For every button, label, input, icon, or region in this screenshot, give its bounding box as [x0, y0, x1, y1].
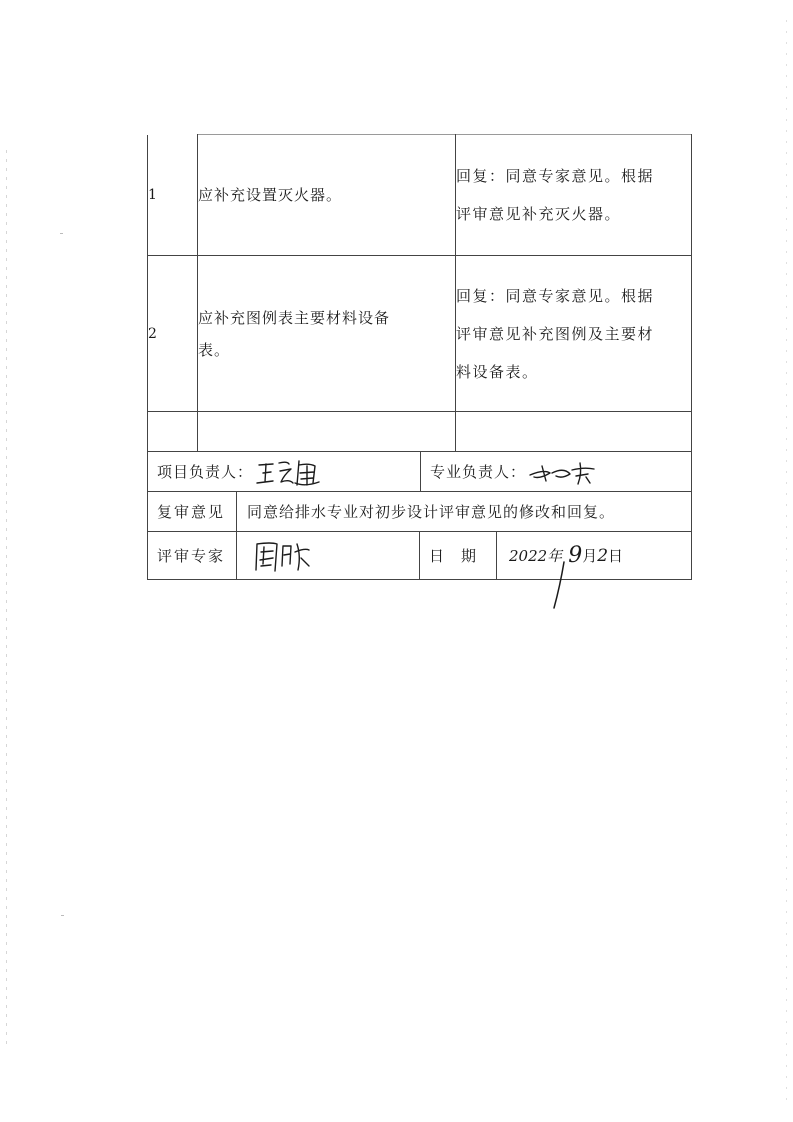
- date-pen-stroke: [548, 560, 568, 612]
- expert-signature: [251, 538, 315, 574]
- empty-cell: [456, 412, 692, 452]
- signatures-cell: [148, 452, 692, 492]
- date-label: 日 期: [429, 547, 478, 565]
- date-month: 9: [568, 543, 583, 568]
- review-opinion-label: 复审意见: [157, 503, 226, 521]
- item-reply-line: 评审意见补充灭火器。: [456, 205, 622, 223]
- item-comment: [198, 256, 456, 412]
- review-opinion-row: [148, 492, 692, 532]
- date-year: 2022年: [509, 547, 563, 565]
- review-form-table: [147, 134, 692, 580]
- project-lead-label: 项目负责人：: [157, 463, 254, 481]
- item-reply: [456, 256, 692, 412]
- review-item-row: [148, 256, 692, 412]
- project-lead-field: [148, 452, 420, 491]
- item-number: 1: [148, 135, 198, 256]
- discipline-lead-field: [421, 452, 691, 491]
- scan-edge-left: [6, 150, 7, 1050]
- discipline-lead-signature: [526, 457, 598, 487]
- scan-speck: [60, 233, 63, 234]
- expert-row: [148, 532, 692, 580]
- item-comment-line: 应补充图例表主要材料设备: [198, 308, 391, 327]
- date-month-unit: 月: [582, 547, 598, 565]
- date-day: 2: [597, 545, 609, 566]
- scan-edge-right: [786, 20, 787, 1100]
- expert-signature-cell: [237, 532, 419, 579]
- review-opinion-text: 同意给排水专业对初步设计评审意见的修改和回复。: [247, 503, 616, 521]
- scan-speck: [61, 915, 64, 916]
- empty-cell: [148, 412, 198, 452]
- expert-label: 评审专家: [157, 547, 226, 565]
- item-comment-line: 表。: [198, 340, 231, 359]
- discipline-lead-label: 专业负责人：: [430, 463, 527, 481]
- date-value: [497, 532, 691, 579]
- date-day-unit: 日: [608, 547, 624, 565]
- expert-cell: [148, 532, 692, 580]
- item-comment: 应补充设置灭火器。: [198, 135, 456, 256]
- item-reply-line: 料设备表。: [456, 362, 539, 381]
- item-reply-line: 回复：同意专家意见。根据: [456, 286, 655, 305]
- item-reply-line: 回复：同意专家意见。根据: [456, 167, 655, 185]
- empty-row: [148, 412, 692, 452]
- signatures-row: [148, 452, 692, 492]
- item-reply: [456, 135, 692, 256]
- empty-cell: [198, 412, 456, 452]
- item-number: 2: [148, 256, 198, 412]
- item-reply-line: 评审意见补充图例及主要材: [456, 324, 655, 343]
- review-item-row: [148, 135, 692, 256]
- project-lead-signature: [253, 455, 325, 489]
- review-opinion-cell: [148, 492, 692, 532]
